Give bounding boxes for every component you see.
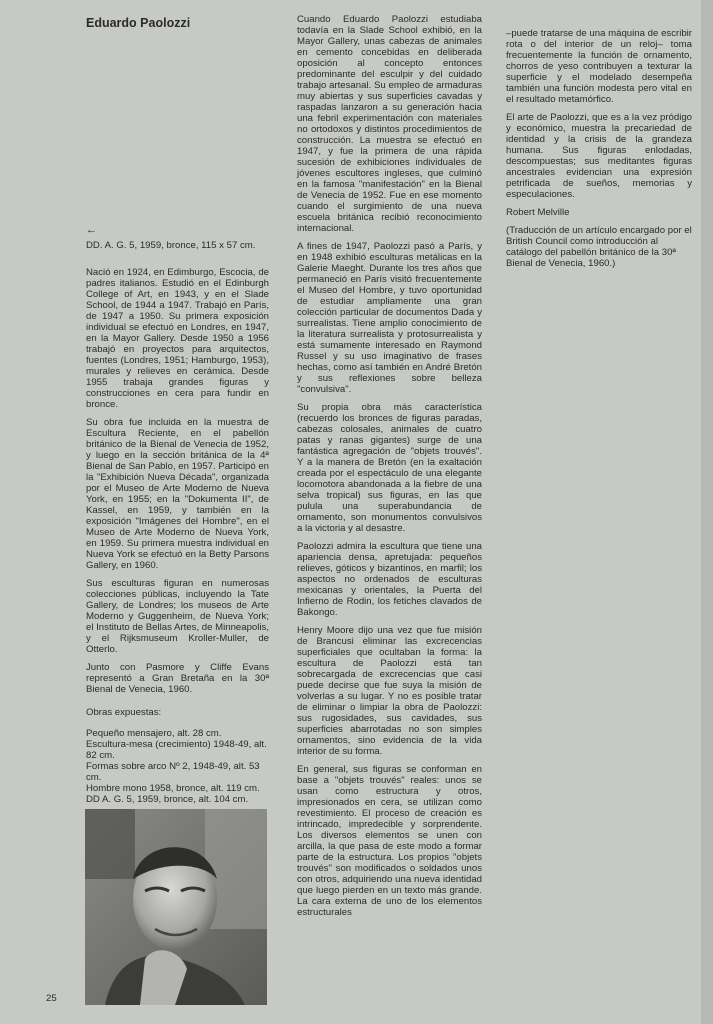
bio-paragraph: Junto con Pasmore y Cliffe Evans representó a Gran Bretaña en la 30ª Bienal de Venecia, 1960. bbox=[86, 662, 269, 695]
portrait-illustration bbox=[85, 809, 267, 1005]
works-title: Obras expuestas: bbox=[86, 707, 162, 718]
works-list bbox=[86, 728, 269, 805]
portrait-photo bbox=[85, 809, 267, 1005]
translation-note: (Traducción de un artículo encargado por el British Council como introducción al catálogo del pabellón británico de la 30ª Bienal de Venecia, 1960.) bbox=[506, 225, 692, 269]
column-middle bbox=[297, 14, 482, 925]
article-signature: Robert Melville bbox=[506, 207, 570, 218]
article-paragraph: Su propia obra más característica (recuerdo los bronces de figuras paradas, cabezas colosales, animales de cuatro patas y ranas gigantes) surge de una fantástica agregación de "objets trouvés". Y a la manera de Bretón (en la exaltación creada por el espectáculo de una elegante locomotora abandonada a la fiebre de una selva tropical) sus figuras, en las que pulula una superabundancia de ornamento, son monumentos convulsivos a la victoria y al desastre. bbox=[297, 402, 482, 534]
column-right bbox=[506, 28, 692, 276]
article-paragraph: Cuando Eduardo Paolozzi estudiaba todavía en la Slade School exhibió, en la Mayor Gallery, unas cabezas de animales en cemento concebidas en deliberada oposición al concepto entonces predominante del esculpir y del cuidado trabajo artesanal. Su empleo de armaduras muy abiertas y sus superficies cavadas y raspadas lanzaron a su generación hacia una febril experimentación con materiales no ortodoxos y distintos procedimientos de construcción. La muestra se efectuó en 1947, y fue la primera de una rápida sucesión de exhibiciones individuales de jóvenes escultores ingleses, que culminó en la famosa "manifestación" en la Bienal de Venecia de 1952. Fue en ese momento cuando el surgimiento de una nueva escuela británica recibió reconocimiento internacional. bbox=[297, 14, 482, 234]
article-paragraph: –puede tratarse de una máquina de escribir rota o del interior de un reloj– toma frecuentemente la función de ornamento, chorros de yeso contribuyen a texturar la superficie y el modelado desempeña también una función modesta pero vital en el resultado metamórfico. bbox=[506, 28, 692, 105]
article-paragraph: Paolozzi admira la escultura que tiene una apariencia densa, apretujada: pequeños relieves, góticos y bizantinos, en marfil; los aspectos no ordenados de esculturas mexicanas y orientales, la Puerta del Infierno de Rodin, los fetiches clavados de Bakongo. bbox=[297, 541, 482, 618]
article-paragraph: Henry Moore dijo una vez que fue misión de Brancusi eliminar las excrecencias superficiales que ocultaban la forma: la escultura de Paolozzi está tan sobrecargada de excrecencias que casi puede decirse que fue suya la misión de volverlas a su lugar. Y no es posible tratar de eliminar o limpiar la obra de Paolozzi: sus rugosidades, sus cavidades, sus superficies abarrotadas no son simples ornamentos, sino evidencia de la vida interior de su forma. bbox=[297, 625, 482, 757]
works-item: Formas sobre arco Nº 2, 1948-49, alt. 53 cm. bbox=[86, 761, 260, 783]
works-item: Escultura-mesa (crecimiento) 1948-49, alt. 82 cm. bbox=[86, 739, 267, 761]
article-paragraph: El arte de Paolozzi, que es a la vez pródigo y económico, muestra la precariedad de identidad y la crisis de la grandeza humana. Sus figuras enlodadas, descompuestas; sus meditantes figuras ancestrales evidencian una expresión petrificada de sueños, memorias y especulaciones. bbox=[506, 112, 692, 200]
bio-paragraph: Nació en 1924, en Edimburgo, Escocia, de padres italianos. Estudió en el Edinburgh College of Art, en 1943, y en el Slade School, de 1944 a 1947. Trabajó en París, de 1947 a 1950. Su primera exposición individual se efectuó en Londres, en 1947, en la Mayor Gallery. Desde 1950 a 1956 trabajó en proyectos para arquitectos, fuentes (Londres, 1951; Hamburgo, 1953), murales y relieves en cerámica. Desde 1955 trabaja grandes figuras y construcciones en cera para fundir en bronce. bbox=[86, 267, 269, 410]
article-paragraph: A fines de 1947, Paolozzi pasó a París, y en 1948 exhibió esculturas metálicas en la Galerie Maeght. Durante los tres años que permaneció en París visitó frecuentemente el Museo del Hombre, y tuvo oportunidad de estudiar ampliamente una gran colección particular de documentos Dada y surrealistas. Tiene amplio conocimiento de la literatura surrealista y protosurrealista y está sumamente interesado en Raymond Russel y su uso imaginativo de frases hechas, como así también en André Bretón y sus reflexiones sobre belleza "convulsiva". bbox=[297, 241, 482, 395]
page-edge bbox=[701, 0, 713, 1024]
works-item: Hombre mono 1958, bronce, alt. 119 cm. bbox=[86, 783, 260, 794]
sculpture-caption: DD. A. G. 5, 1959, bronce, 115 x 57 cm. bbox=[86, 240, 256, 251]
arrow-left-icon: ← bbox=[86, 224, 97, 236]
column-left bbox=[86, 18, 269, 805]
page-number: 25 bbox=[46, 993, 57, 1004]
article-author-title: Eduardo Paolozzi bbox=[86, 16, 191, 30]
article-paragraph: En general, sus figuras se conforman en base a "objets trouvés" reales: unos se usan como estructura y otros, impresionados en cera, se utilizan como revestimiento. El proceso de creación es intrincado, impredecible y sorprendente. Los diversos elementos se unen con arcilla, la que pasa de este modo a formar parte de la estructura. Los propios "objets trouvés" son modificados o soldados unos con otros, adquiriendo una nueva identidad que luego pierden en un texto más grande. La cara externa de uno de los elementos estructurales bbox=[297, 764, 482, 918]
bio-paragraph: Su obra fue incluida en la muestra de Escultura Reciente, en el pabellón británico de la Bienal de Venecia de 1952, y luego en la sección británica de la 4ª Bienal de San Pablo, en 1957. Participó en la "Exhibición Nueva Década", organizada por el Museo de Arte Moderno de Nueva York, en 1955; en la "Dokumenta II", de Kassel, en 1959, y también en la exposición "Imágenes del Hombre", en el Museo de Arte Moderno de Nueva York, en 1959. Su primera muestra individual en Nueva York se efectuó en la Betty Parsons Gallery, en 1960. bbox=[86, 417, 269, 571]
works-item: Pequeño mensajero, alt. 28 cm. bbox=[86, 728, 222, 739]
works-item: DD A. G. 5, 1959, bronce, alt. 104 cm. bbox=[86, 794, 249, 805]
bio-paragraph: Sus esculturas figuran en numerosas colecciones públicas, incluyendo la Tate Gallery, de Londres; los museos de Arte Moderno y Guggenheim, de Nueva York; el Instituto de Bellas Artes, de Minneapolis, y el Rijksmuseum Kroller-Muller, de Otterlo. bbox=[86, 578, 269, 655]
